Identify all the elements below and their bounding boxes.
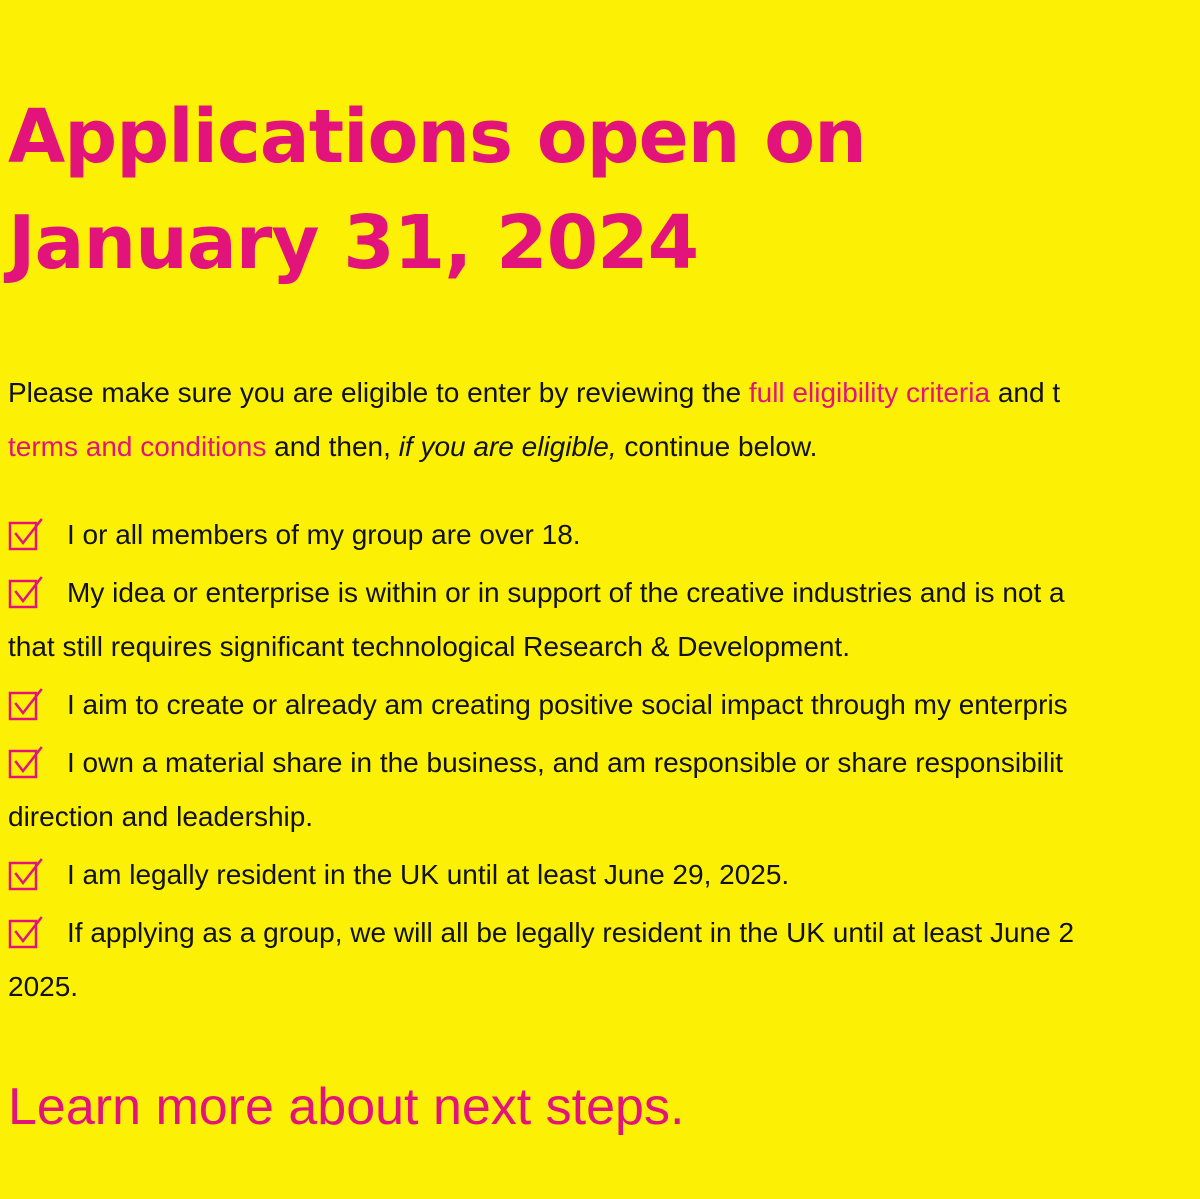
checklist-item — [8, 906, 1200, 1014]
page-title-line-2: January 31, 2024 — [8, 200, 699, 286]
intro-text-2: and t — [997, 377, 1061, 408]
intro-text-1: Please make sure you are eligible to enter by reviewing the — [8, 377, 742, 408]
page-title-line-1: Applications open on — [8, 94, 866, 180]
checklist-item-text: I or all members of my group are over 18. — [67, 519, 581, 550]
intro-line-1 — [8, 366, 1200, 420]
checklist-item — [8, 848, 1200, 902]
learn-more-link[interactable]: Learn more about next steps. — [8, 1078, 685, 1136]
checklist-item — [8, 678, 1200, 732]
intro-text-italic: if you are eligible, — [398, 431, 617, 462]
eligibility-checklist — [8, 508, 1200, 1018]
eligibility-intro — [8, 366, 1200, 474]
checkbox-checked-icon — [8, 687, 44, 723]
checkbox-checked-icon — [8, 857, 44, 893]
intro-text-4: continue below. — [624, 431, 818, 462]
checklist-item-continuation: that still requires significant technological Research & Development. — [8, 631, 850, 662]
checkbox-checked-icon — [8, 745, 44, 781]
intro-line-2 — [8, 420, 1200, 474]
checklist-item — [8, 508, 1200, 562]
eligibility-criteria-link[interactable]: full eligibility criteria — [748, 377, 991, 408]
page-title — [8, 84, 1188, 296]
checklist-item-continuation: direction and leadership. — [8, 801, 314, 832]
checklist-item-text: My idea or enterprise is within or in support of the creative industries and is not a — [67, 577, 1065, 608]
checkbox-checked-icon — [8, 517, 44, 553]
terms-and-conditions-link[interactable]: terms and conditions — [8, 431, 267, 462]
checklist-item-continuation: 2025. — [8, 971, 79, 1002]
intro-text-3: and then, — [274, 431, 391, 462]
checklist-item-text: I own a material share in the business, and am responsible or share responsibilit — [67, 747, 1064, 778]
checklist-item — [8, 736, 1200, 844]
checklist-item-text: If applying as a group, we will all be legally resident in the UK until at least June 2 — [67, 917, 1075, 948]
checklist-item — [8, 566, 1200, 674]
checkbox-checked-icon — [8, 575, 44, 611]
checkbox-checked-icon — [8, 915, 44, 951]
checklist-item-text: I aim to create or already am creating positive social impact through my enterpris — [67, 689, 1068, 720]
checklist-item-text: I am legally resident in the UK until at least June 29, 2025. — [67, 859, 790, 890]
